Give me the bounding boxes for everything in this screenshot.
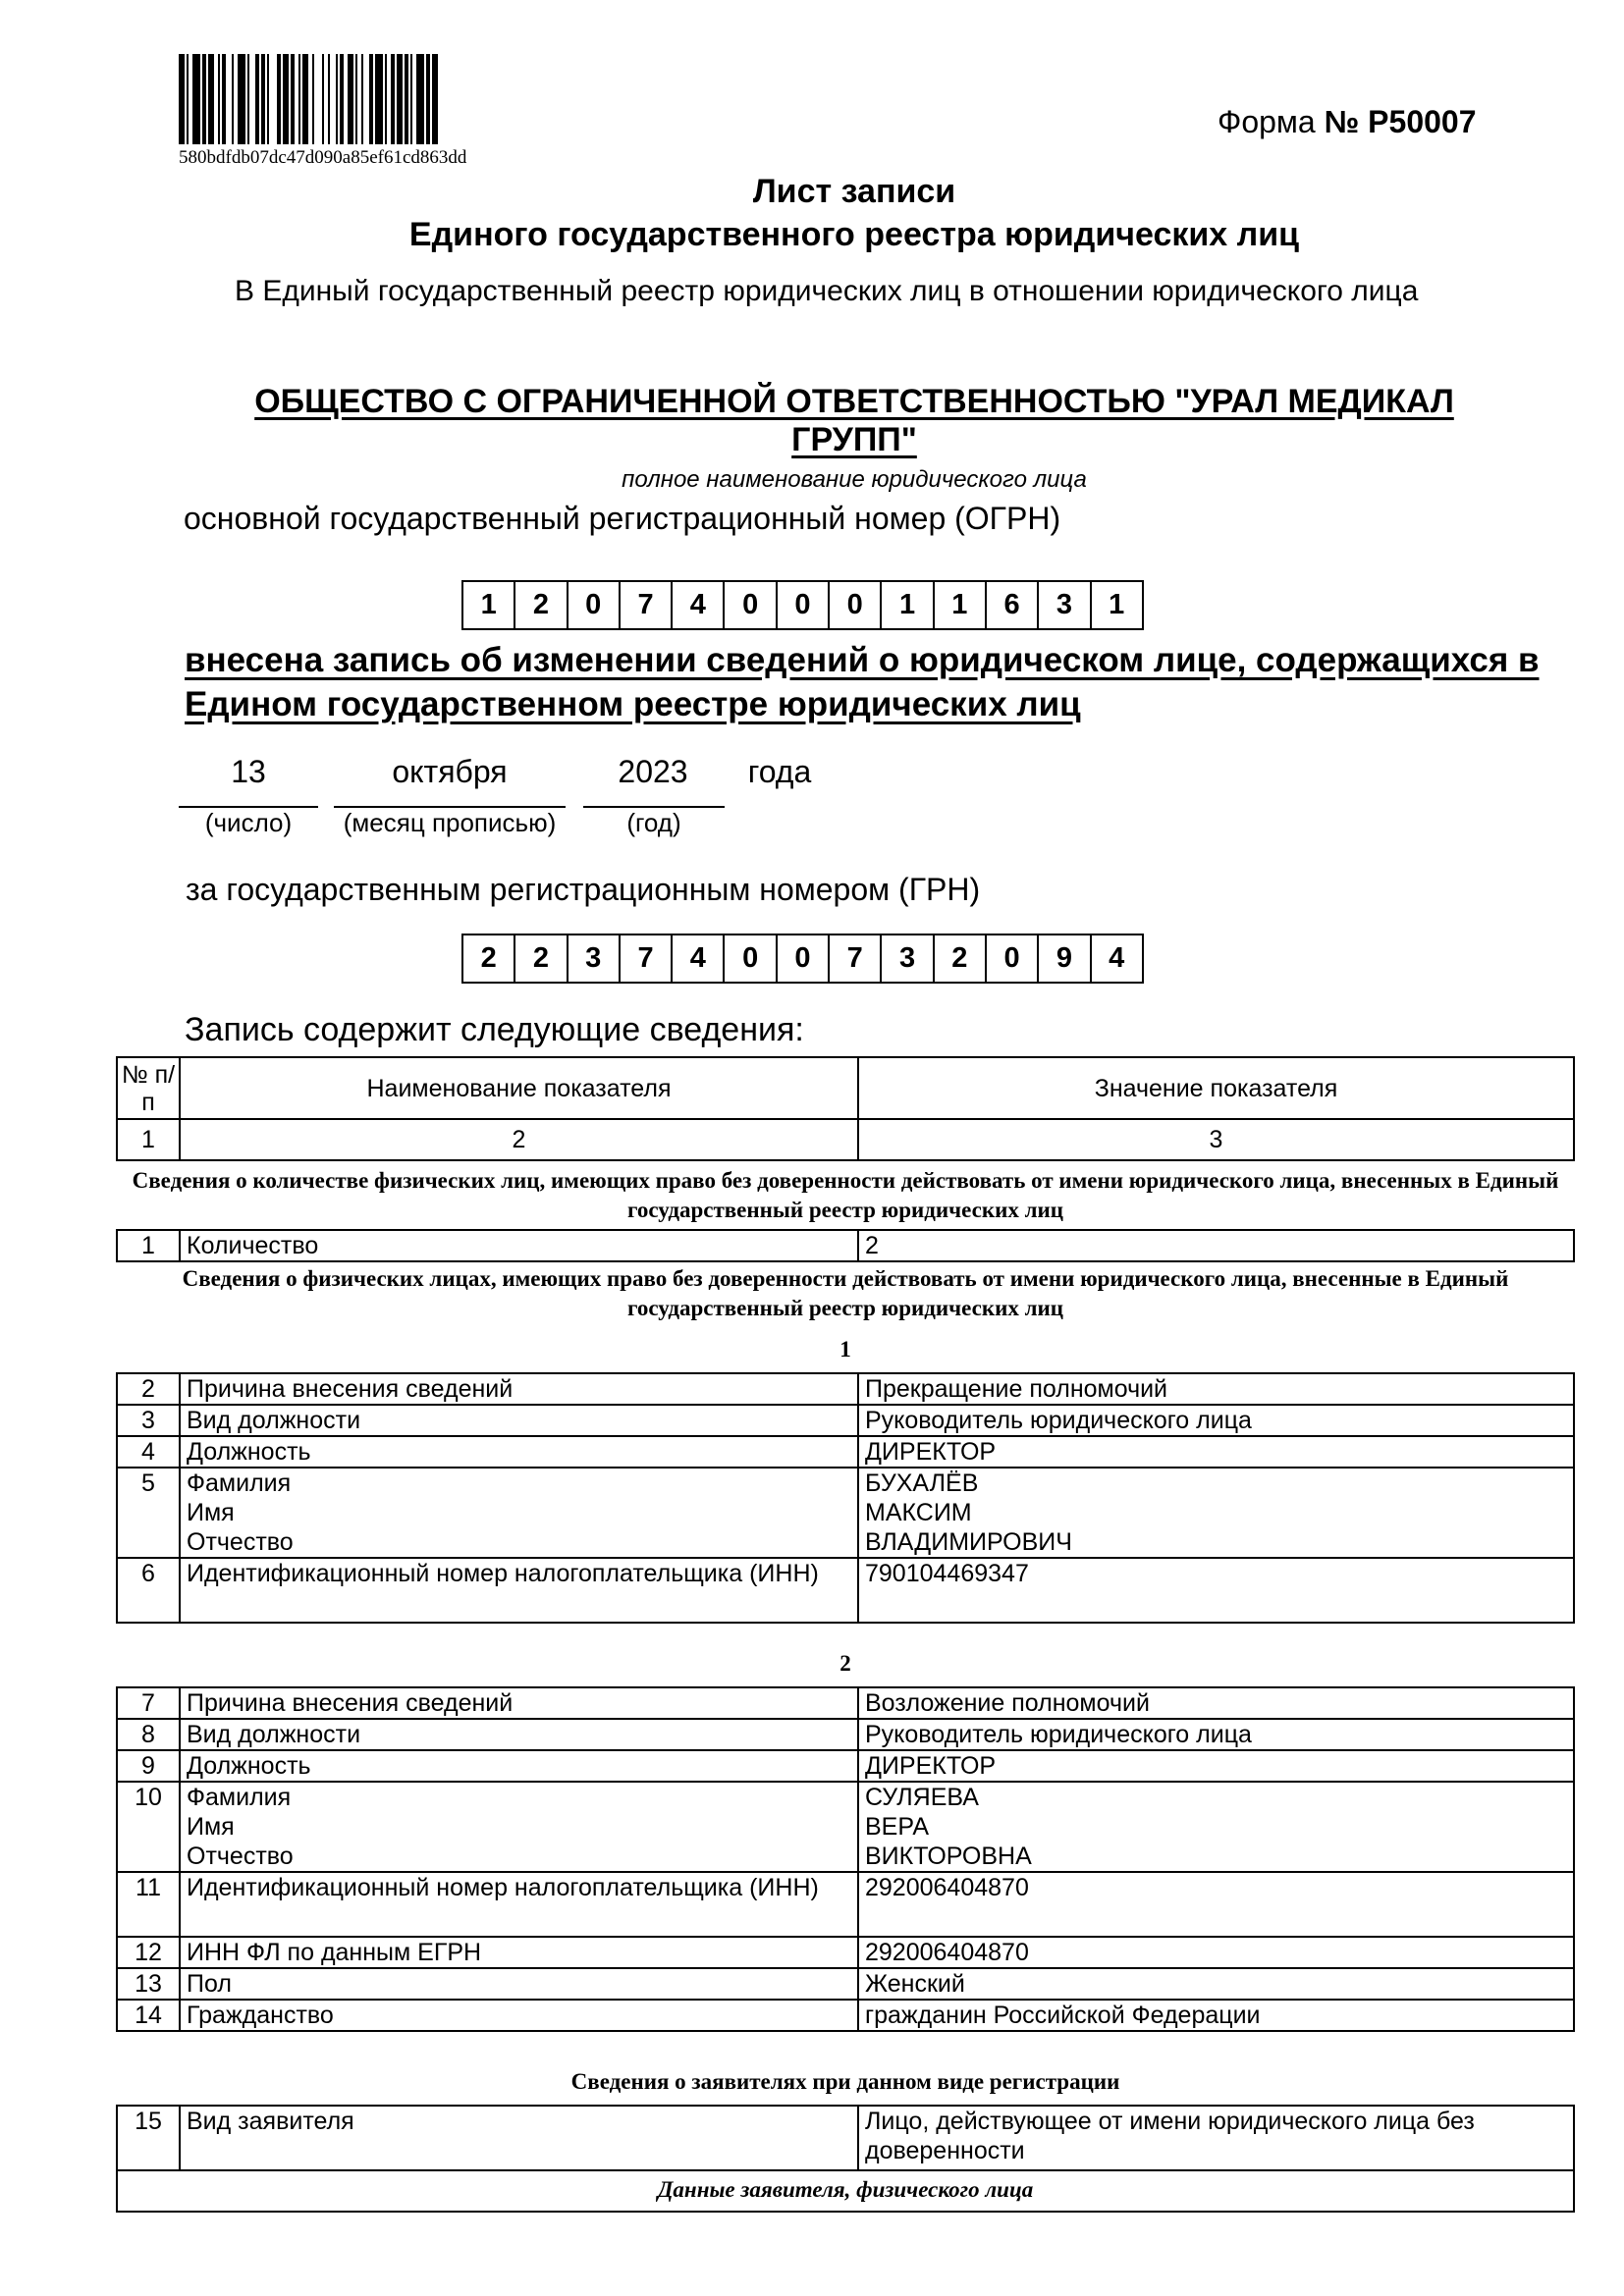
form-number-prefix: Форма [1218, 104, 1325, 139]
row-number: 4 [117, 1436, 180, 1468]
form-number-label: № Р50007 [1324, 104, 1477, 139]
digit-box: 1 [463, 580, 515, 630]
digit-box: 0 [725, 934, 777, 984]
row-value: Руководитель юридического лица [858, 1719, 1574, 1750]
date-month-caption: (месяц прописью) [343, 808, 557, 837]
person2-table [116, 1686, 1575, 2032]
table-row [117, 1230, 1574, 1261]
barcode-bar [375, 54, 383, 144]
row-number: 8 [117, 1719, 180, 1750]
digit-box: 3 [568, 934, 621, 984]
digit-box: 2 [515, 934, 568, 984]
date-day-caption: (число) [204, 808, 293, 837]
row-name: ИНН ФЛ по данным ЕГРН [180, 1937, 858, 1968]
grn-digit-boxes [461, 934, 1144, 984]
person1-table [116, 1372, 1575, 1624]
row-name: Вид должности [180, 1719, 858, 1750]
digit-box: 0 [830, 580, 882, 630]
row-name: Пол [180, 1968, 858, 2000]
table-row [117, 1687, 1574, 1719]
ogrn-digit-boxes [461, 580, 1144, 630]
digit-box: 7 [621, 580, 673, 630]
header-col-name: Наименование показателя [180, 1057, 858, 1119]
contains-label: Запись содержит следующие сведения: [185, 1011, 804, 1048]
surname-label: Фамилия [187, 1469, 292, 1497]
row-name: Идентификационный номер налогоплательщика (ИНН) [180, 1872, 858, 1937]
count-table [116, 1229, 1575, 1262]
row-number: 7 [117, 1687, 180, 1719]
row-name [180, 1782, 858, 1872]
digit-box: 1 [882, 580, 934, 630]
surname-value: СУЛЯЕВА [865, 1784, 979, 1811]
person-index-1: 1 [839, 1337, 851, 1362]
header-idx-3: 3 [858, 1119, 1574, 1160]
table-index-row [117, 1119, 1574, 1160]
digit-box: 2 [463, 934, 515, 984]
section-heading-count: Сведения о количестве физических лиц, имеющих право без доверенности действовать от имени юридического лица, внесенных в Единый государственный реестр юридических лиц [132, 1168, 1559, 1222]
date-year: 2023 [618, 754, 688, 789]
table-header [116, 1056, 1575, 1161]
row-value [858, 1468, 1574, 1558]
barcode-bar [269, 54, 277, 144]
digit-box: 4 [673, 934, 725, 984]
row-value: Женский [858, 1968, 1574, 2000]
digit-box: 0 [987, 934, 1039, 984]
applicant-table [116, 2105, 1575, 2171]
patronymic-label: Отчество [187, 1842, 294, 1870]
patronymic-value: ВИКТОРОВНА [865, 1842, 1032, 1870]
form-number [1218, 104, 1477, 140]
surname-label: Фамилия [187, 1784, 292, 1811]
date-year-caption: (год) [626, 808, 681, 837]
digit-box: 7 [830, 934, 882, 984]
header-col-value: Значение показателя [858, 1057, 1574, 1119]
table-row [117, 1750, 1574, 1782]
entry-description: внесена запись об изменении сведений о юридическом лице, содержащихся в Едином государственном реестре юридических лиц [185, 641, 1540, 723]
row-value [858, 1782, 1574, 1872]
digit-box: 3 [1039, 580, 1091, 630]
row-value: Возложение полномочий [858, 1687, 1574, 1719]
table-row [117, 1436, 1574, 1468]
date-day: 13 [231, 754, 266, 789]
row-value: Лицо, действующее от имени юридического лица без доверенности [858, 2106, 1574, 2170]
digit-box: 0 [778, 580, 830, 630]
row-value: 2 [858, 1230, 1574, 1261]
row-value: 292006404870 [858, 1937, 1574, 1968]
digit-box: 0 [778, 934, 830, 984]
patronymic-value: ВЛАДИМИРОВИЧ [865, 1528, 1072, 1556]
row-name: Причина внесения сведений [180, 1373, 858, 1405]
row-name [180, 1468, 858, 1558]
date-month: октября [392, 754, 508, 789]
digit-box: 7 [621, 934, 673, 984]
intro-text: В Единый государственный реестр юридических лиц в отношении юридического лица [235, 275, 1419, 307]
barcode-image [179, 54, 463, 144]
table-row [117, 1782, 1574, 1872]
digit-box: 4 [673, 580, 725, 630]
person-index-2: 2 [839, 1651, 851, 1676]
row-value: ДИРЕКТОР [858, 1436, 1574, 1468]
row-number: 10 [117, 1782, 180, 1872]
row-name: Должность [180, 1750, 858, 1782]
applicant-footer: Данные заявителя, физического лица [116, 2171, 1575, 2213]
digit-box: 0 [568, 580, 621, 630]
digit-box: 1 [935, 580, 987, 630]
row-number: 9 [117, 1750, 180, 1782]
section-heading-persons: Сведения о физических лицах, имеющих право без доверенности действовать от имени юридического лица, внесенные в Единый государственный реестр юридических лиц [182, 1266, 1509, 1320]
row-value: ДИРЕКТОР [858, 1750, 1574, 1782]
date-suffix: года [747, 754, 812, 789]
row-number: 13 [117, 1968, 180, 2000]
digit-box: 3 [882, 934, 934, 984]
table-row [117, 1937, 1574, 1968]
barcode-bar [416, 54, 424, 144]
firstname-value: ВЕРА [865, 1813, 930, 1841]
row-name: Вид заявителя [180, 2106, 858, 2170]
table-row [117, 1872, 1574, 1937]
table-row [117, 2000, 1574, 2031]
org-full-name: ОБЩЕСТВО С ОГРАНИЧЕННОЙ ОТВЕТСТВЕННОСТЬЮ "УРАЛ МЕДИКАЛ ГРУПП" [254, 383, 1454, 458]
section-heading-applicants: Сведения о заявителях при данном виде регистрации [570, 2069, 1120, 2094]
ogrn-label: основной государственный регистрационный номер (ОГРН) [184, 501, 1061, 536]
table-row [117, 2106, 1574, 2170]
table-row [117, 1373, 1574, 1405]
row-number: 6 [117, 1558, 180, 1623]
row-number: 5 [117, 1468, 180, 1558]
header-idx-1: 1 [117, 1119, 180, 1160]
document-title-line2: Единого государственного реестра юридических лиц [408, 216, 1300, 253]
table-row [117, 1468, 1574, 1558]
firstname-label: Имя [187, 1499, 235, 1526]
row-name: Должность [180, 1436, 858, 1468]
document-title-line1: Лист записи [752, 173, 956, 210]
row-value: Руководитель юридического лица [858, 1405, 1574, 1436]
barcode-bar [192, 54, 200, 144]
barcode-caption: 580bdfdb07dc47d090a85ef61cd863dd [179, 147, 467, 168]
row-name: Вид должности [180, 1405, 858, 1436]
header-idx-2: 2 [180, 1119, 858, 1160]
digit-box: 4 [1092, 934, 1144, 984]
barcode-bar [432, 54, 438, 144]
row-value: Прекращение полномочий [858, 1373, 1574, 1405]
row-name: Количество [180, 1230, 858, 1261]
table-row [117, 1405, 1574, 1436]
barcode-bar [238, 54, 245, 144]
digit-box: 6 [987, 580, 1039, 630]
row-value: гражданин Российской Федерации [858, 2000, 1574, 2031]
digit-box: 9 [1039, 934, 1091, 984]
row-number: 2 [117, 1373, 180, 1405]
row-number: 3 [117, 1405, 180, 1436]
grn-label: за государственным регистрационным номером (ГРН) [186, 872, 981, 907]
firstname-label: Имя [187, 1813, 235, 1841]
digit-box: 2 [935, 934, 987, 984]
row-value: 790104469347 [858, 1558, 1574, 1623]
row-number: 11 [117, 1872, 180, 1937]
row-number: 12 [117, 1937, 180, 1968]
digit-box: 2 [515, 580, 568, 630]
digit-box: 1 [1092, 580, 1144, 630]
patronymic-label: Отчество [187, 1528, 294, 1556]
surname-value: БУХАЛЁВ [865, 1469, 979, 1497]
row-name: Гражданство [180, 2000, 858, 2031]
row-value: 292006404870 [858, 1872, 1574, 1937]
barcode-bar [314, 54, 322, 144]
table-header-row [117, 1057, 1574, 1119]
header-col-number: № п/п [117, 1057, 180, 1119]
row-number: 1 [117, 1230, 180, 1261]
table-row [117, 1719, 1574, 1750]
table-row [117, 1968, 1574, 2000]
row-number: 14 [117, 2000, 180, 2031]
table-row [117, 1558, 1574, 1623]
row-number: 15 [117, 2106, 180, 2170]
row-name: Идентификационный номер налогоплательщика (ИНН) [180, 1558, 858, 1623]
digit-box: 0 [725, 580, 777, 630]
org-name-caption: полное наименование юридического лица [622, 466, 1087, 493]
firstname-value: МАКСИМ [865, 1499, 972, 1526]
row-name: Причина внесения сведений [180, 1687, 858, 1719]
